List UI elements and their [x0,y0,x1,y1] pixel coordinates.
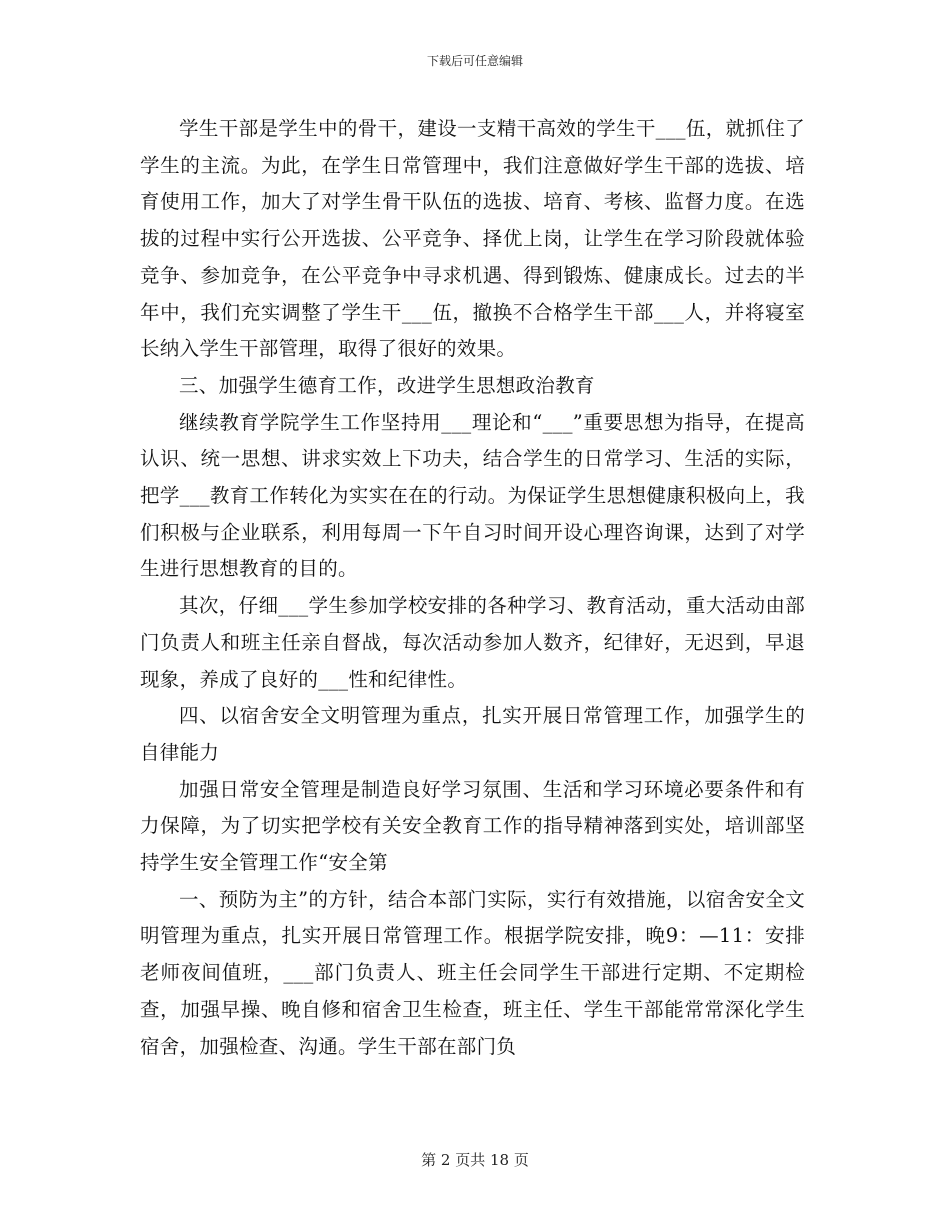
paragraph-safety-management: 加强日常安全管理是制造良好学习氛围、生活和学习环境必要条件和有力保障，为了切实把学校有关安全教育工作的指导精神落到实处，培训部坚持学生安全管理工作“安全第 [140,777,805,875]
paragraph-student-cadres: 学生干部是学生中的骨干，建设一支精干高效的学生干___伍，就抓住了学生的主流。为此，在学生日常管理中，我们注意做好学生干部的选拔、培育使用工作，加大了对学生骨干队伍的选拔、培育、考核、监督力度。在选拔的过程中实行公开选拔、公平竞争、择优上岗，让学生在学习阶段就体验竞争、参加竞争，在公平竞争中寻求机遇、得到锻炼、健康成长。过去的半年中，我们充实调整了学生干___伍，撤换不合格学生干部___人，并将寝室长纳入学生干部管理，取得了很好的效果。 [140,117,805,361]
section-heading-moral-education: 三、加强学生德育工作，改进学生思想政治教育 [179,373,595,397]
section-heading-dormitory-management: 四、以宿舍安全文明管理为重点，扎实开展日常管理工作，加强学生的自律能力 [140,704,805,764]
page-header-note: 下载后可任意编辑 [426,54,523,68]
paragraph-ideological-education: 继续教育学院学生工作坚持用___理论和“___”重要思想为指导，在提高认识、统一思想、讲求实效上下功夫，结合学生的日常学习、生活的实际，把学___教育工作转化为实实在在的行动。为保证学生思想健康积极向上，我们积极与企业联系，利用每周一下午自习时间开设心理咨询课，达到了对学生进行思想教育的目的。 [140,410,805,581]
document-body [140,111,805,1065]
paragraph-daily-management: 一、预防为主”的方针，结合本部门实际，实行有效措施，以宿舍安全文明管理为重点，扎实开展日常管理工作。根据学院安排，晚9：—11：安排老师夜间值班，___部门负责人、班主任会同学生干部进行定期、不定期检查，加强早操、晚自修和宿舍卫生检查，班主任、学生干部能常常深化学生宿舍，加强检查、沟通。学生干部在部门负 [140,887,805,1058]
paragraph-activities: 其次，仔细___学生参加学校安排的各种学习、教育活动，重大活动由部门负责人和班主任亲自督战，每次活动参加人数齐，纪律好，无迟到，早退现象，养成了良好的___性和纪律性。 [140,594,805,691]
page-number: 第 2 页共 18 页 [421,1151,529,1169]
